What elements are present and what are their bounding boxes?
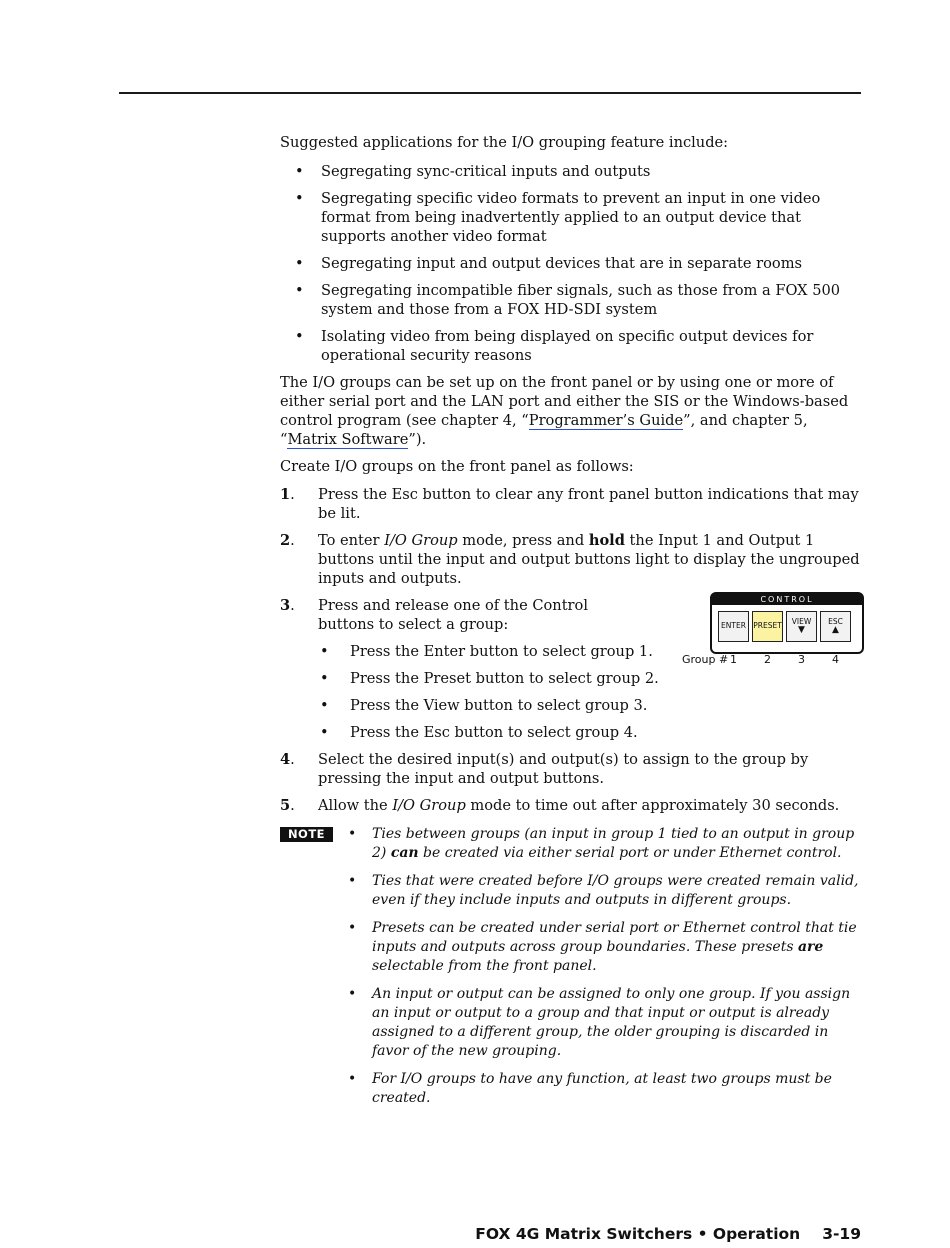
view-button[interactable]: VIEW ▼ [786, 611, 817, 642]
matrix-software-link[interactable]: Matrix Software [287, 431, 409, 448]
list-item: • Press the Preset button to select group 2. [318, 669, 865, 688]
step-1 [280, 485, 865, 523]
note-item: • Presets can be created under serial port or Ethernet control that tie inputs and outputs across group boundaries. These presets are selectable from the front panel. [372, 919, 865, 976]
down-arrow-icon: ▼ [798, 625, 805, 635]
step-text: Select the desired input(s) and output(s) to assign to the group by pressing the input and output buttons. [318, 751, 809, 787]
intro-text: Suggested applications for the I/O grouping feature include: [280, 134, 729, 151]
programmers-guide-link[interactable]: Programmer’s Guide [528, 412, 684, 429]
step-3 [280, 596, 865, 742]
step-4 [280, 750, 865, 788]
page-footer [475, 1225, 861, 1243]
up-arrow-icon: ▲ [832, 625, 839, 635]
note-item: • For I/O groups to have any function, at least two groups must be created. [372, 1070, 865, 1108]
enter-button[interactable]: ENTER [718, 611, 749, 642]
note-block [280, 825, 865, 1108]
preset-button[interactable]: PRESET [752, 611, 783, 642]
page-content [280, 133, 865, 1117]
footer-title: FOX 4G Matrix Switchers • Operation [475, 1225, 801, 1243]
step-text: Press the Esc button to clear any front panel button indications that may be lit. [318, 486, 859, 522]
group-number: 1 [730, 653, 737, 666]
step-number: 5. [280, 797, 295, 814]
esc-button[interactable]: ESC ▲ [820, 611, 851, 642]
step-number: 2. [280, 532, 295, 549]
list-item: • Press the View button to select group 3. [318, 696, 865, 715]
list-item: • Segregating incompatible fiber signals, such as those from a FOX 500 system and those from a FOX HD-SDI system [280, 281, 865, 319]
setup-text: The I/O groups can be set up on the front panel or by using one or more of either serial port and the LAN port and either the SIS or the Windows-based control program (see chapter 4, “ [280, 374, 849, 429]
control-panel [710, 592, 864, 654]
list-item: • Press the Enter button to select group 1. [318, 642, 865, 661]
setup-text: ”). [408, 431, 427, 448]
list-item: • Isolating video from being displayed on specific output devices for operational security reasons [280, 327, 865, 365]
note-badge: NOTE [280, 827, 333, 842]
applications-list [280, 162, 865, 365]
step-number: 4. [280, 751, 295, 768]
control-panel-figure [680, 592, 865, 672]
list-item: • Press the Esc button to select group 4. [318, 723, 865, 742]
note-item: • Ties that were created before I/O groups were created remain valid, even if they include inputs and outputs in different groups. [372, 872, 865, 910]
group-number: 2 [764, 653, 771, 666]
header-rule [119, 92, 861, 94]
page-number: 3-19 [822, 1225, 861, 1243]
list-item: • Segregating sync-critical inputs and outputs [280, 162, 865, 181]
note-item: • An input or output can be assigned to only one group. If you assign an input or output to a group and that input or output is already assigned to a different group, the older grouping is discarded in favor of the new grouping. [372, 985, 865, 1061]
control-title: CONTROL [712, 594, 862, 605]
group-number: 3 [798, 653, 805, 666]
list-item: • Segregating input and output devices that are in separate rooms [280, 254, 865, 273]
step-2: 2. To enter I/O Group mode, press and hold the Input 1 and Output 1 buttons until the input and output buttons light to display the ungrouped inputs and outputs. [280, 532, 860, 587]
step-text: Press and release one of the Control buttons to select a group: [318, 597, 588, 633]
step-number: 3. [280, 597, 295, 614]
list-item: • Segregating specific video formats to prevent an input in one video format from being inadvertently applied to an output device that supports another video format [280, 189, 865, 246]
create-intro: Create I/O groups on the front panel as follows: [280, 458, 634, 475]
note-item: • Ties between groups (an input in group 1 tied to an output in group 2) can be created via either serial port or under Ethernet control. [372, 825, 865, 863]
note-list [280, 825, 865, 1108]
setup-text: ”, and chapter 5, “ [280, 412, 808, 448]
group-number: 4 [832, 653, 839, 666]
steps-list [280, 485, 865, 815]
step-5: 5. Allow the I/O Group mode to time out after approximately 30 seconds. [280, 797, 840, 814]
group-label: Group # [682, 653, 729, 666]
step-number: 1. [280, 486, 295, 503]
setup-paragraph [280, 373, 865, 449]
